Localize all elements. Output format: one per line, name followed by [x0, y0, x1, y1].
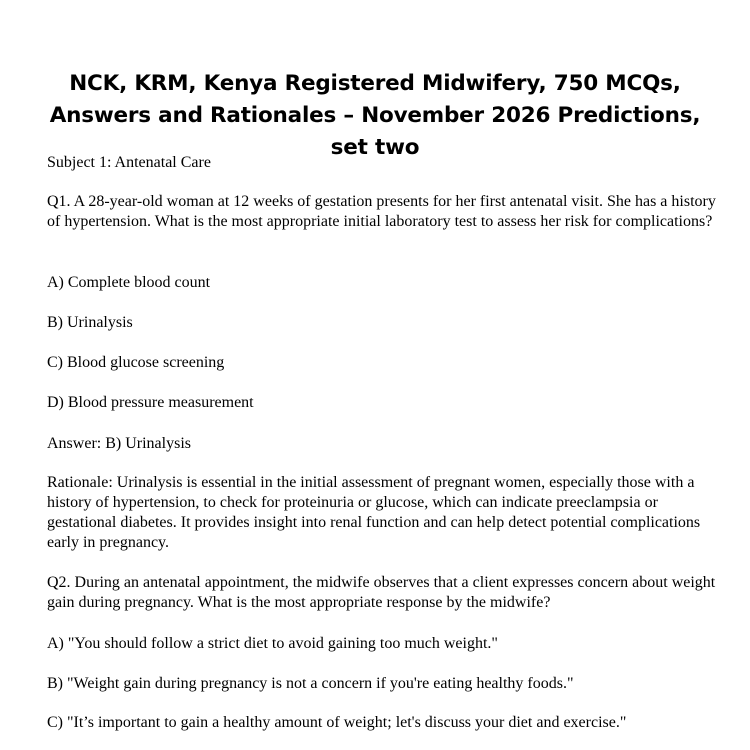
question-2-option-b: B) "Weight gain during pregnancy is not a concern if you're eating healthy foods." — [47, 675, 574, 692]
question-1-option-d: D) Blood pressure measurement — [47, 394, 254, 411]
question-1-text: Q1. A 28-year-old woman at 12 weeks of gestation presents for her first antenatal visit. She has a history of hypertension. What is the most appropriate initial laboratory test to assess her risk for complications? — [47, 193, 716, 230]
question-1-answer: Answer: B) Urinalysis — [47, 435, 191, 452]
question-2-option-a: A) "You should follow a strict diet to avoid gaining too much weight." — [47, 635, 498, 652]
question-1-option-c: C) Blood glucose screening — [47, 354, 225, 371]
question-2-option-c: C) "It’s important to gain a healthy amount of weight; let's discuss your diet and exercise." — [47, 714, 627, 731]
question-1-option-b: B) Urinalysis — [47, 314, 133, 331]
subject-heading: Subject 1: Antenatal Care — [47, 154, 211, 171]
question-1-option-a: A) Complete blood count — [47, 274, 211, 291]
question-1-rationale: Rationale: Urinalysis is essential in the initial assessment of pregnant women, especially those with a history of hypertension, to check for proteinuria or glucose, which can indicate preeclampsia or gestational diabetes. It provides insight into renal function and can help detect potential complications early in pregnancy. — [47, 474, 701, 551]
document-title: NCK, KRM, Kenya Registered Midwifery, 750 MCQs, Answers and Rationales – November 2026 Predictions, set two — [49, 71, 701, 160]
question-2-text: Q2. During an antenatal appointment, the midwife observes that a client expresses concern about weight gain during pregnancy. What is the most appropriate response by the midwife? — [47, 574, 716, 611]
